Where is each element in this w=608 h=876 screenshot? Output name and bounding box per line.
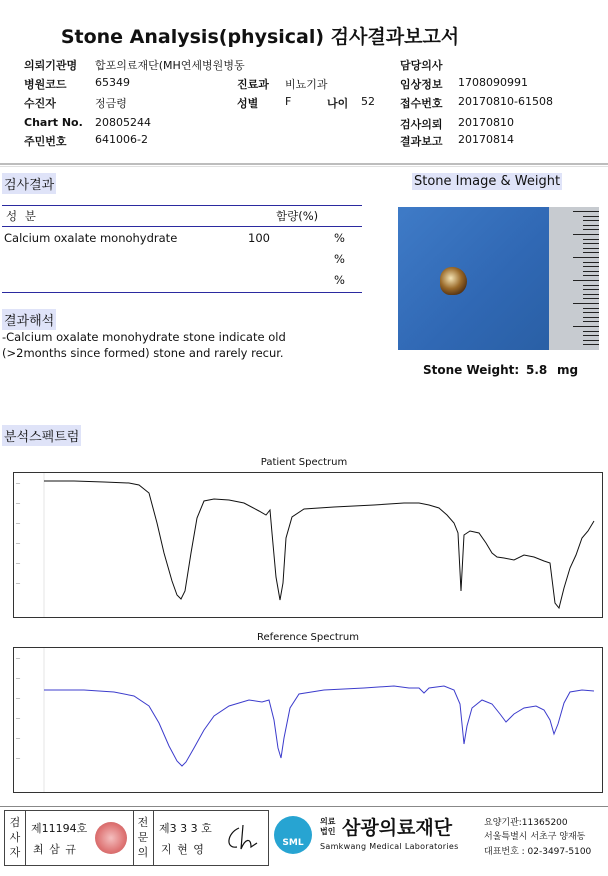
chart-no-label: Chart No. (24, 116, 83, 129)
report-value: 20170814 (458, 133, 514, 146)
age-label: 나이 (327, 97, 349, 110)
org-address: 서울특별시 서초구 양재동 (484, 832, 586, 842)
examiner-name: 최 삼 규 (33, 843, 77, 856)
pathologist-signature (223, 823, 263, 853)
ruler-tick (583, 335, 599, 336)
ruler-tick (573, 211, 599, 212)
svg-text:__: __ (16, 539, 20, 544)
pathologist-vertical-label: 전 문 의 (137, 816, 149, 859)
org-name: 삼광의료재단 (342, 817, 453, 839)
signature-box (4, 810, 269, 866)
svg-text:__: __ (16, 499, 20, 504)
result-row-1-component: Calcium oxalate monohydrate (4, 231, 178, 245)
svg-text:__: __ (16, 579, 20, 584)
org-english-name: Samkwang Medical Laboratories (320, 842, 459, 851)
examiner-vertical-label: 검 사 자 (9, 816, 21, 859)
sml-logo: SML (274, 816, 312, 854)
ruler-tick (583, 229, 599, 230)
svg-text:__: __ (16, 479, 20, 484)
stone-weight-value: 5.8 (526, 363, 548, 377)
interpretation-section-title: 결과해석 (2, 309, 56, 330)
interpretation-line-2: (>2months since formed) stone and rarely recur. (2, 346, 284, 360)
sex-value: F (285, 95, 292, 108)
id-no-value: 641006-2 (95, 133, 148, 146)
pathologist-license: 제3 3 3 호 (159, 822, 212, 835)
ruler-tick (583, 252, 599, 253)
ruler-tick (573, 234, 599, 235)
result-row-1-unit: % (334, 231, 345, 245)
ruler-tick (573, 326, 599, 327)
department-value: 비뇨기과 (285, 78, 328, 91)
ruler-tick (583, 321, 599, 322)
results-section-title: 검사결과 (2, 173, 56, 194)
ruler-tick (583, 308, 599, 309)
ruler-tick (583, 344, 599, 345)
reference-spectrum-chart (13, 647, 603, 793)
svg-text:__: __ (16, 559, 20, 564)
svg-text:__: __ (16, 674, 20, 679)
clinical-info-label: 임상정보 (400, 78, 443, 91)
stone-specimen (440, 267, 467, 295)
hospital-code-label: 병원코드 (24, 78, 67, 91)
ruler-tick (583, 225, 599, 226)
page-title: Stone Analysis(physical) 검사결과보고서 (60, 26, 460, 48)
institution-label: 의뢰기관명 (24, 59, 78, 72)
header-divider-shadow (0, 166, 608, 167)
ruler-tick (583, 331, 599, 332)
ruler-tick (573, 280, 599, 281)
ruler-tick (583, 220, 599, 221)
result-row-1-value: 100 (248, 231, 270, 245)
org-code: 요양기관:11365200 (484, 818, 568, 828)
report-label: 결과보고 (400, 135, 443, 148)
org-phone: 대표번호 : 02-3497-5100 (484, 847, 592, 857)
ruler-tick (573, 257, 599, 258)
col-content-header: 함량(%) (276, 209, 319, 223)
ruler-tick (583, 271, 599, 272)
svg-text:__: __ (16, 519, 20, 524)
collector-value: 정금령 (95, 97, 127, 110)
doctor-label: 담당의사 (400, 59, 443, 72)
col-component-header: 성 분 (6, 209, 38, 223)
ruler-tick (583, 289, 599, 290)
ruler-tick (583, 266, 599, 267)
header-divider (0, 163, 608, 165)
table-bottom-line (2, 292, 362, 293)
examiner-license: 제11194호 (31, 822, 88, 835)
svg-text:__: __ (16, 714, 20, 719)
interpretation-line-1: -Calcium oxalate monohydrate stone indicate old (2, 330, 286, 344)
receipt-no-value: 20170810-61508 (458, 95, 553, 108)
institution-value: 합포의료재단(MH연세병원병동 (95, 59, 245, 72)
stone-photo (398, 207, 599, 350)
result-row-2-unit: % (334, 252, 345, 266)
age-value: 52 (361, 95, 375, 108)
receipt-no-label: 접수번호 (400, 97, 443, 110)
ruler-tick (583, 340, 599, 341)
patient-spectrum-title: Patient Spectrum (260, 457, 348, 468)
ruler-tick (583, 243, 599, 244)
table-top-line (2, 205, 362, 206)
reference-spectrum-title: Reference Spectrum (257, 632, 359, 643)
ruler-tick (573, 303, 599, 304)
stone-weight-unit: mg (557, 363, 579, 377)
clinical-info-value: 1708090991 (458, 76, 528, 89)
svg-text:__: __ (16, 754, 20, 759)
ruler-tick (583, 248, 599, 249)
pathologist-name: 지 현 영 (161, 843, 205, 856)
stone-section-title: Stone Image & Weight (414, 174, 561, 189)
table-header-line (2, 226, 362, 227)
patient-spectrum-line (44, 481, 594, 608)
sex-label: 성별 (237, 97, 259, 110)
department-label: 진료과 (237, 78, 269, 91)
ruler-tick (583, 285, 599, 286)
svg-text:__: __ (16, 654, 20, 659)
request-value: 20170810 (458, 116, 514, 129)
footer-divider (0, 806, 608, 807)
ruler-tick (583, 298, 599, 299)
result-row-3-unit: % (334, 273, 345, 287)
ruler-tick (583, 275, 599, 276)
ruler-scale (549, 207, 599, 350)
chart-no-value: 20805244 (95, 116, 151, 129)
ruler-tick (583, 294, 599, 295)
examiner-seal (95, 822, 127, 854)
ruler-tick (583, 317, 599, 318)
reference-spectrum-line (44, 686, 594, 766)
stone-weight-label: Stone Weight: (423, 363, 520, 377)
org-prefix: 의료 법인 (320, 817, 336, 836)
hospital-code-value: 65349 (95, 76, 130, 89)
svg-text:__: __ (16, 694, 20, 699)
ruler-tick (583, 312, 599, 313)
ruler-tick (583, 262, 599, 263)
ruler-tick (583, 216, 599, 217)
patient-spectrum-chart (13, 472, 603, 618)
svg-text:__: __ (16, 734, 20, 739)
collector-label: 수진자 (24, 97, 56, 110)
spectrum-section-title: 분석스펙트럼 (2, 425, 81, 446)
id-no-label: 주민번호 (24, 135, 67, 148)
ruler-tick (583, 239, 599, 240)
request-label: 검사의뢰 (400, 118, 443, 131)
